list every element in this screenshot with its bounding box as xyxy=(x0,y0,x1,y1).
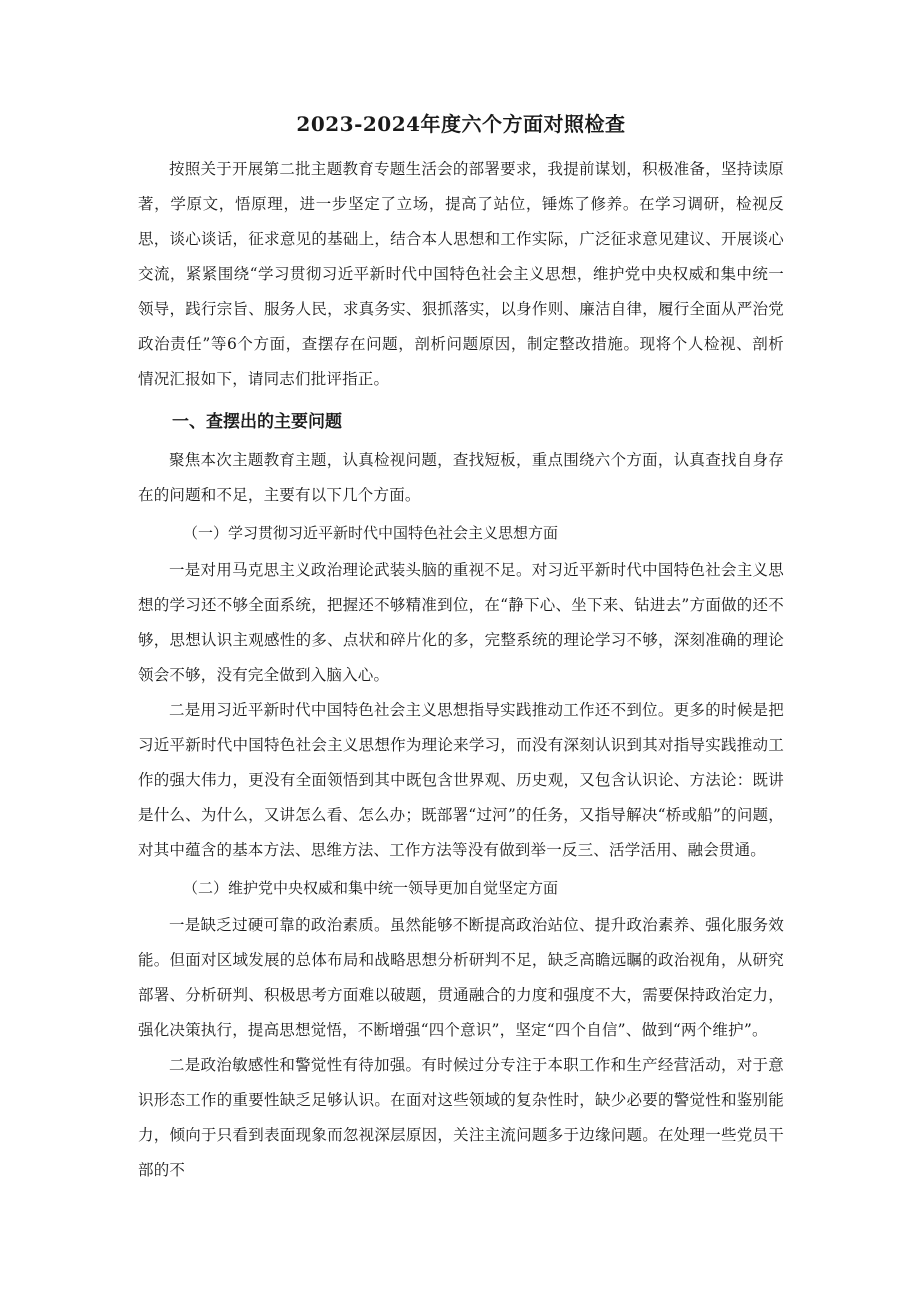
section-heading-problems: 一、查摆出的主要问题 xyxy=(172,412,342,432)
subsection-study-paragraph-2: 二是用习近平新时代中国特色社会主义思想指导实践推动工作还不到位。更多的时候是把习近平新时代中国特色社会主义思想作为理论来学习，而没有深刻认识到其对指导实践推动工作的强大伟力，更没有全面领悟到其中既包含世界观、历史观，又包含认识论、方法论：既讲是什么、为什么，又讲怎么看、怎么办；既部署“过河”的任务，又指导解决“桥或船”的问题，对其中蕴含的基本方法、思维方法、工作方法等没有做到举一反三、活学活用、融会贯通。 xyxy=(138,701,784,859)
subsection-study-paragraph-1: 一是对用马克思主义政治理论武装头脑的重视不足。对习近平新时代中国特色社会主义思想的学习还不够全面系统，把握还不够精准到位，在“静下心、坐下来、钻进去”方面做的还不够，思想认识主观感性的多、点状和碎片化的多，完整系统的理论学习不够，深刻准确的理论领会不够，没有完全做到入脑入心。 xyxy=(138,561,784,684)
subsection-heading-leadership: （二）维护党中央权威和集中统一领导更加自觉坚定方面 xyxy=(183,879,559,897)
subsection-leadership-paragraph-1: 一是缺乏过硬可靠的政治素质。虽然能够不断提高政治站位、提升政治素养、强化服务效能。但面对区域发展的总体布局和战略思想分析研判不足，缺乏高瞻远瞩的政治视角，从研究部署、分析研判、积极思考方面难以破题，贯通融合的力度和强度不大，需要保持政治定力，强化决策执行，提高思想觉悟，不断增强“四个意识”，坚定“四个自信”、做到“两个维护”。 xyxy=(138,916,784,1039)
document-title: 2023-2024年度六个方面对照检查 xyxy=(296,112,626,136)
intro-paragraph: 按照关于开展第二批主题教育专题生活会的部署要求，我提前谋划，积极准备，坚持读原著，学原文，悟原理，进一步坚定了立场，提高了站位，锤炼了修养。在学习调研，检视反思，谈心谈话，征求意见的基础上，结合本人思想和工作实际，广泛征求意见建议、开展谈心交流，紧紧围绕“学习贯彻习近平新时代中国特色社会主义思想，维护党中央权威和集中统一领导，践行宗旨、服务人民，求真务实、狠抓落实，以身作则、廉洁自律，履行全面从严治党政治责任”等6个方面，查摆存在问题，剖析问题原因，制定整改措施。现将个人检视、剖析情况汇报如下，请同志们批评指正。 xyxy=(138,160,784,388)
subsection-leadership-paragraph-2: 二是政治敏感性和警觉性有待加强。有时候过分专注于本职工作和生产经营活动，对于意识形态工作的重要性缺乏足够认识。在面对这些领域的复杂性时，缺少必要的警觉性和鉴别能力，倾向于只看到表面现象而忽视深层原因，关注主流问题多于边缘问题。在处理一些党员干部的不 xyxy=(138,1056,784,1179)
document-page xyxy=(138,100,784,1188)
subsection-heading-study: （一）学习贯彻习近平新时代中国特色社会主义思想方面 xyxy=(183,524,559,542)
section-lead-paragraph: 聚焦本次主题教育主题，认真检视问题，查找短板，重点围绕六个方面，认真查找自身存在的问题和不足，主要有以下几个方面。 xyxy=(138,451,784,504)
